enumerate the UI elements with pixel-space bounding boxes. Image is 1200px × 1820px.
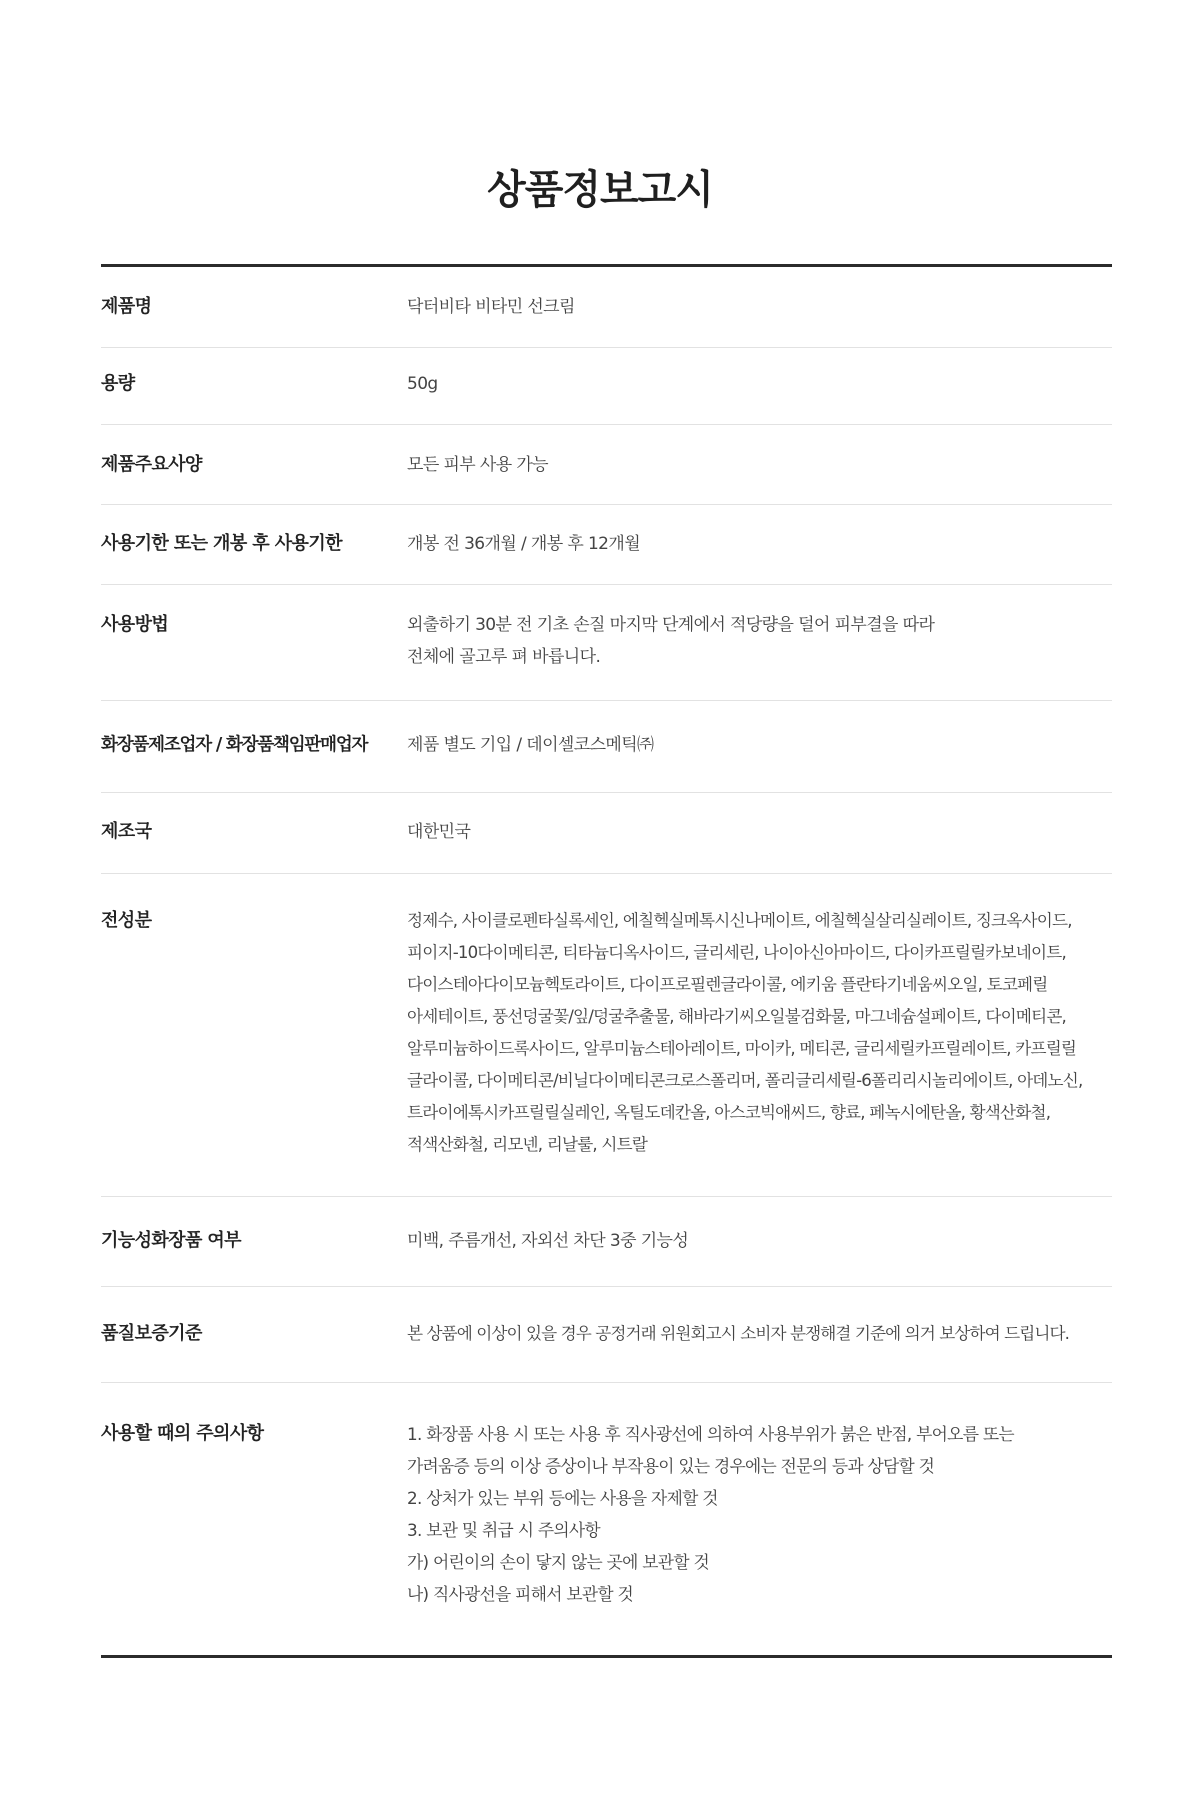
row-label: 품질보증기준 xyxy=(101,1323,202,1344)
row-value xyxy=(407,528,1112,584)
value-line: 2. 상처가 있는 부위 등에는 사용을 자제할 것 xyxy=(407,1488,718,1508)
row-value xyxy=(407,816,1112,873)
value-line: 외출하기 30분 전 기초 손질 마지막 단계에서 적당량을 덜어 피부결을 따라 xyxy=(407,615,935,635)
value-line: 3. 보관 및 취급 시 주의사항 xyxy=(407,1520,600,1540)
value-line: 트라이에톡시카프릴릴실레인, 옥틸도데칸올, 아스코빅애씨드, 향료, 페녹시에탄올, 황색산화철, xyxy=(407,1103,1051,1122)
info-row-expiry xyxy=(101,505,1112,585)
value-line: 나) 직사광선을 피해서 보관할 것 xyxy=(407,1584,634,1604)
info-row-main-spec xyxy=(101,425,1112,505)
info-row-ingredients xyxy=(101,874,1112,1197)
info-row-manufacturer xyxy=(101,701,1112,793)
value-line: 가) 어린이의 손이 닿지 않는 곳에 보관할 것 xyxy=(407,1552,709,1572)
row-label: 사용방법 xyxy=(101,614,169,635)
value-line: 닥터비타 비타민 선크림 xyxy=(407,297,575,317)
value-line: 1. 화장품 사용 시 또는 사용 후 직사광선에 의하여 사용부위가 붉은 반점, 부어오름 또는 xyxy=(407,1424,1014,1444)
row-label: 사용할 때의 주의사항 xyxy=(101,1423,264,1444)
row-value xyxy=(407,449,1112,504)
value-line: 본 상품에 이상이 있을 경우 공정거래 위원회고시 소비자 분쟁해결 기준에 의거 보상하여 드립니다. xyxy=(407,1324,1070,1343)
value-line: 다이스테아다이모늄헥토라이트, 다이프로필렌글라이콜, 에키움 플란타기네움씨오일, 토코페릴 xyxy=(407,975,1048,994)
row-value xyxy=(407,1225,1112,1286)
info-row-quality-guarantee xyxy=(101,1287,1112,1383)
row-label: 기능성화장품 여부 xyxy=(101,1230,241,1251)
value-line: 대한민국 xyxy=(407,822,471,842)
product-info-table xyxy=(101,264,1112,1658)
row-label: 용량 xyxy=(101,373,135,394)
value-line: 미백, 주름개선, 자외선 차단 3중 기능성 xyxy=(407,1231,689,1251)
row-label: 화장품제조업자 / 화장품책임판매업자 xyxy=(101,735,368,755)
row-value xyxy=(407,609,1112,700)
row-value xyxy=(407,905,1112,1196)
row-label: 제품명 xyxy=(101,296,152,317)
info-row-precautions xyxy=(101,1383,1112,1655)
value-line: 개봉 전 36개월 / 개봉 후 12개월 xyxy=(407,534,641,554)
value-line: 알루미늄하이드록사이드, 알루미늄스테아레이트, 마이카, 메티콘, 글리세릴카프릴레이트, 카프릴릴 xyxy=(407,1039,1077,1058)
row-label: 전성분 xyxy=(101,910,152,931)
row-label: 제품주요사양 xyxy=(101,454,202,475)
row-value xyxy=(407,291,1112,347)
info-row-country xyxy=(101,793,1112,874)
row-value xyxy=(407,1318,1112,1382)
row-value xyxy=(407,1418,1112,1655)
value-line: 정제수, 사이클로펜타실록세인, 에칠헥실메톡시신나메이트, 에칠헥실살리실레이트, 징크옥사이드, xyxy=(407,911,1072,930)
page-title: 상품정보고시 xyxy=(487,167,713,213)
row-value xyxy=(407,368,1112,424)
value-line: 글라이콜, 다이메티콘/비닐다이메티콘크로스폴리머, 폴리글리세릴-6폴리리시놀리에이트, 아데노신, xyxy=(407,1071,1083,1090)
row-value xyxy=(407,729,1112,792)
value-line: 피이지-10다이메티콘, 티타늄디옥사이드, 글리세린, 나이아신아마이드, 다이카프릴릴카보네이트, xyxy=(407,943,1066,962)
info-row-usage xyxy=(101,585,1112,701)
value-line: 50g xyxy=(407,374,438,394)
value-line: 전체에 골고루 펴 바릅니다. xyxy=(407,647,601,667)
row-label: 사용기한 또는 개봉 후 사용기한 xyxy=(101,533,342,554)
value-line: 가려움증 등의 이상 증상이나 부작용이 있는 경우에는 전문의 등과 상담할 것 xyxy=(407,1456,935,1476)
info-row-functional xyxy=(101,1197,1112,1287)
value-line: 아세테이트, 풍선덩굴꽃/잎/덩굴추출물, 해바라기씨오일불검화물, 마그네슘설페이트, 다이메티콘, xyxy=(407,1007,1067,1026)
info-row-product-name xyxy=(101,267,1112,348)
info-row-capacity xyxy=(101,348,1112,425)
value-line: 제품 별도 기입 / 데이셀코스메틱㈜ xyxy=(407,735,654,755)
value-line: 모든 피부 사용 가능 xyxy=(407,455,548,475)
row-label: 제조국 xyxy=(101,821,152,842)
value-line: 적색산화철, 리모넨, 리날룰, 시트랄 xyxy=(407,1135,648,1154)
